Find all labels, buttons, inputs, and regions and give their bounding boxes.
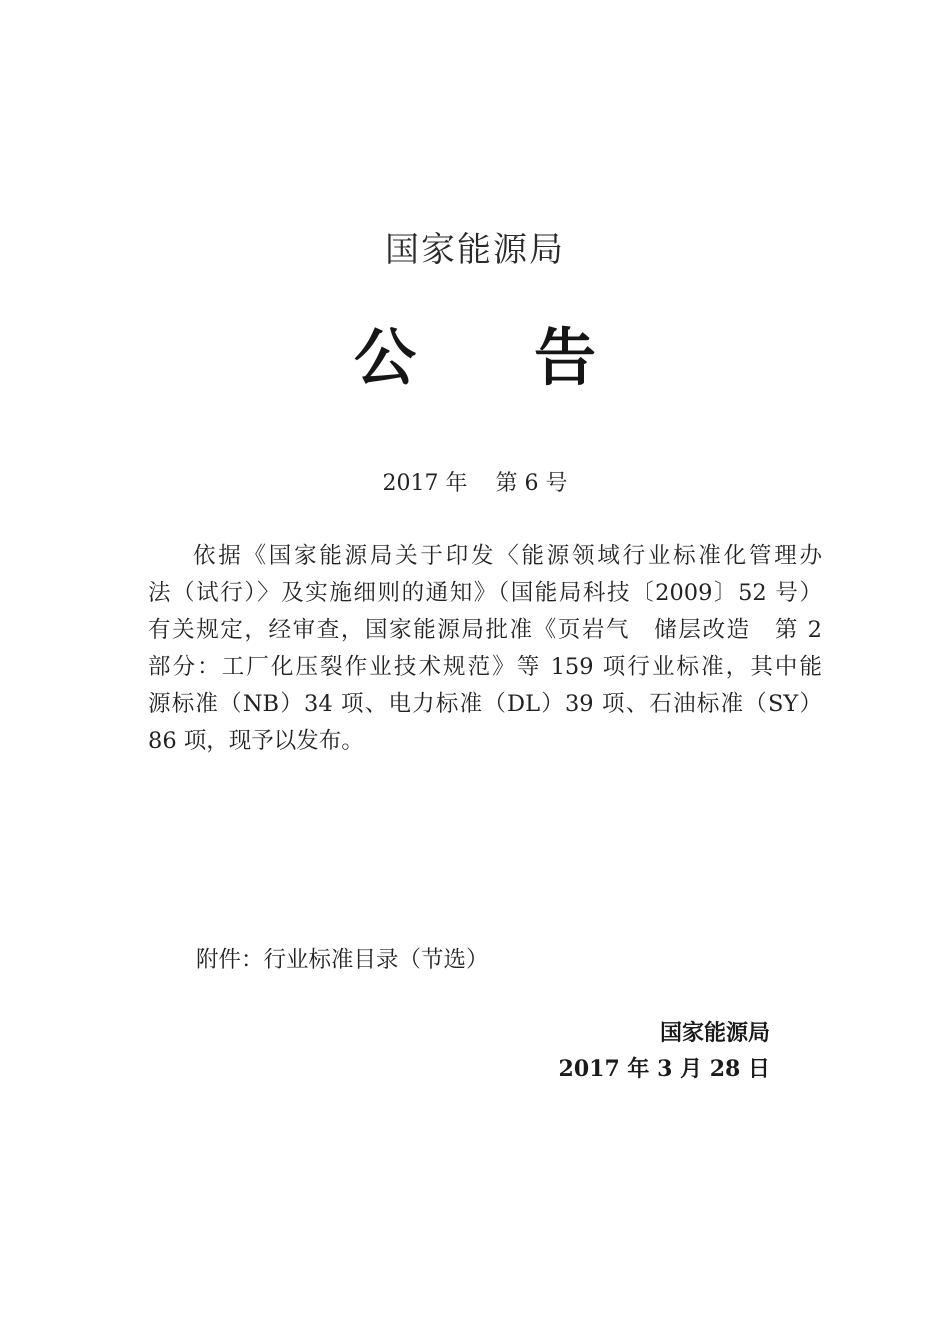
announcement-body [148, 538, 822, 760]
issuer-name: 国家能源局 [385, 230, 565, 270]
body-line: 依据《国家能源局关于印发〈能源领域行业标准化管理办 [193, 543, 822, 569]
signature-organization: 国家能源局 [659, 1021, 770, 1046]
body-line: 有关规定，经审查，国家能源局批准《页岩气 储层改造 第 2 [148, 617, 822, 643]
body-line: 源标准（NB）34 项、电力标准（DL）39 项、石油标准（SY） [148, 691, 822, 717]
body-line: 部分：工厂化压裂作业技术规范》等 159 项行业标准，其中能 [148, 654, 822, 680]
document-issue: 第 6 号 [495, 471, 568, 496]
document-number [0, 466, 950, 497]
signature-date: 2017 年 3 月 28 日 [558, 1056, 770, 1082]
body-line: 法（试行）〉及实施细则的通知》（国能局科技〔2009〕52 号） [148, 580, 822, 606]
document-title: 公告 [353, 321, 714, 394]
body-line: 86 项，现予以发布。 [148, 728, 364, 754]
document-year: 2017 年 [382, 471, 468, 496]
attachment-note: 附件：行业标准目录（节选） [196, 947, 489, 973]
